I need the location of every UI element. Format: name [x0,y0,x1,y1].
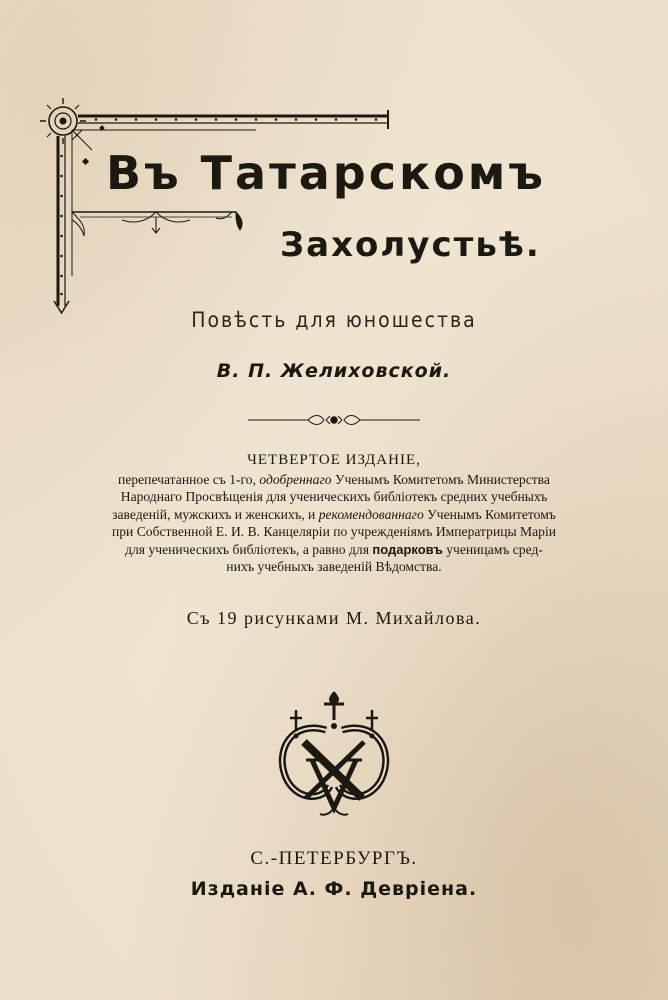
description-line: нихъ учебныхъ заведеній Вѣдомства. [226,559,442,575]
edition-description [84,471,584,575]
edition-heading: ЧЕТВЕРТОЕ ИЗДАНІЕ, [247,452,421,468]
description-line: при Собственной Е. И. В. Канцеляріи по учрежденіямъ Императрицы Маріи [111,524,557,540]
description-line: для ученическихъ библіотекъ, а равно для подарковъ ученицамъ сред- [125,541,543,557]
subtitle: Повѣсть для юношества [191,308,477,332]
divider-ornament [246,410,422,430]
publisher-monogram [266,690,402,820]
author-name: В. П. Желиховской. [216,360,452,382]
description-line: перепечатанное съ 1-го, одобреннаго Ученымъ Комитетомъ Министерства [118,472,550,487]
illustrations-note: Съ 19 рисунками М. Михайлова. [186,608,482,628]
publication-city: С.-ПЕТЕРБУРГЪ. [250,848,418,869]
corner-frame-ornament [36,96,396,316]
description-line: Народнаго Просвѣщенія для ученическихъ библіотекъ средних учебныхъ [120,489,548,505]
title-line-1: Въ Татарскомъ [106,146,546,200]
publisher-line: Изданіе А. Ф. Девріена. [190,878,478,900]
title-line-2: Захолустьѣ. [280,225,541,265]
description-line: заведеній, мужскихъ и женскихъ, и рекомендованнаго Ученымъ Комитетомъ [112,506,556,522]
